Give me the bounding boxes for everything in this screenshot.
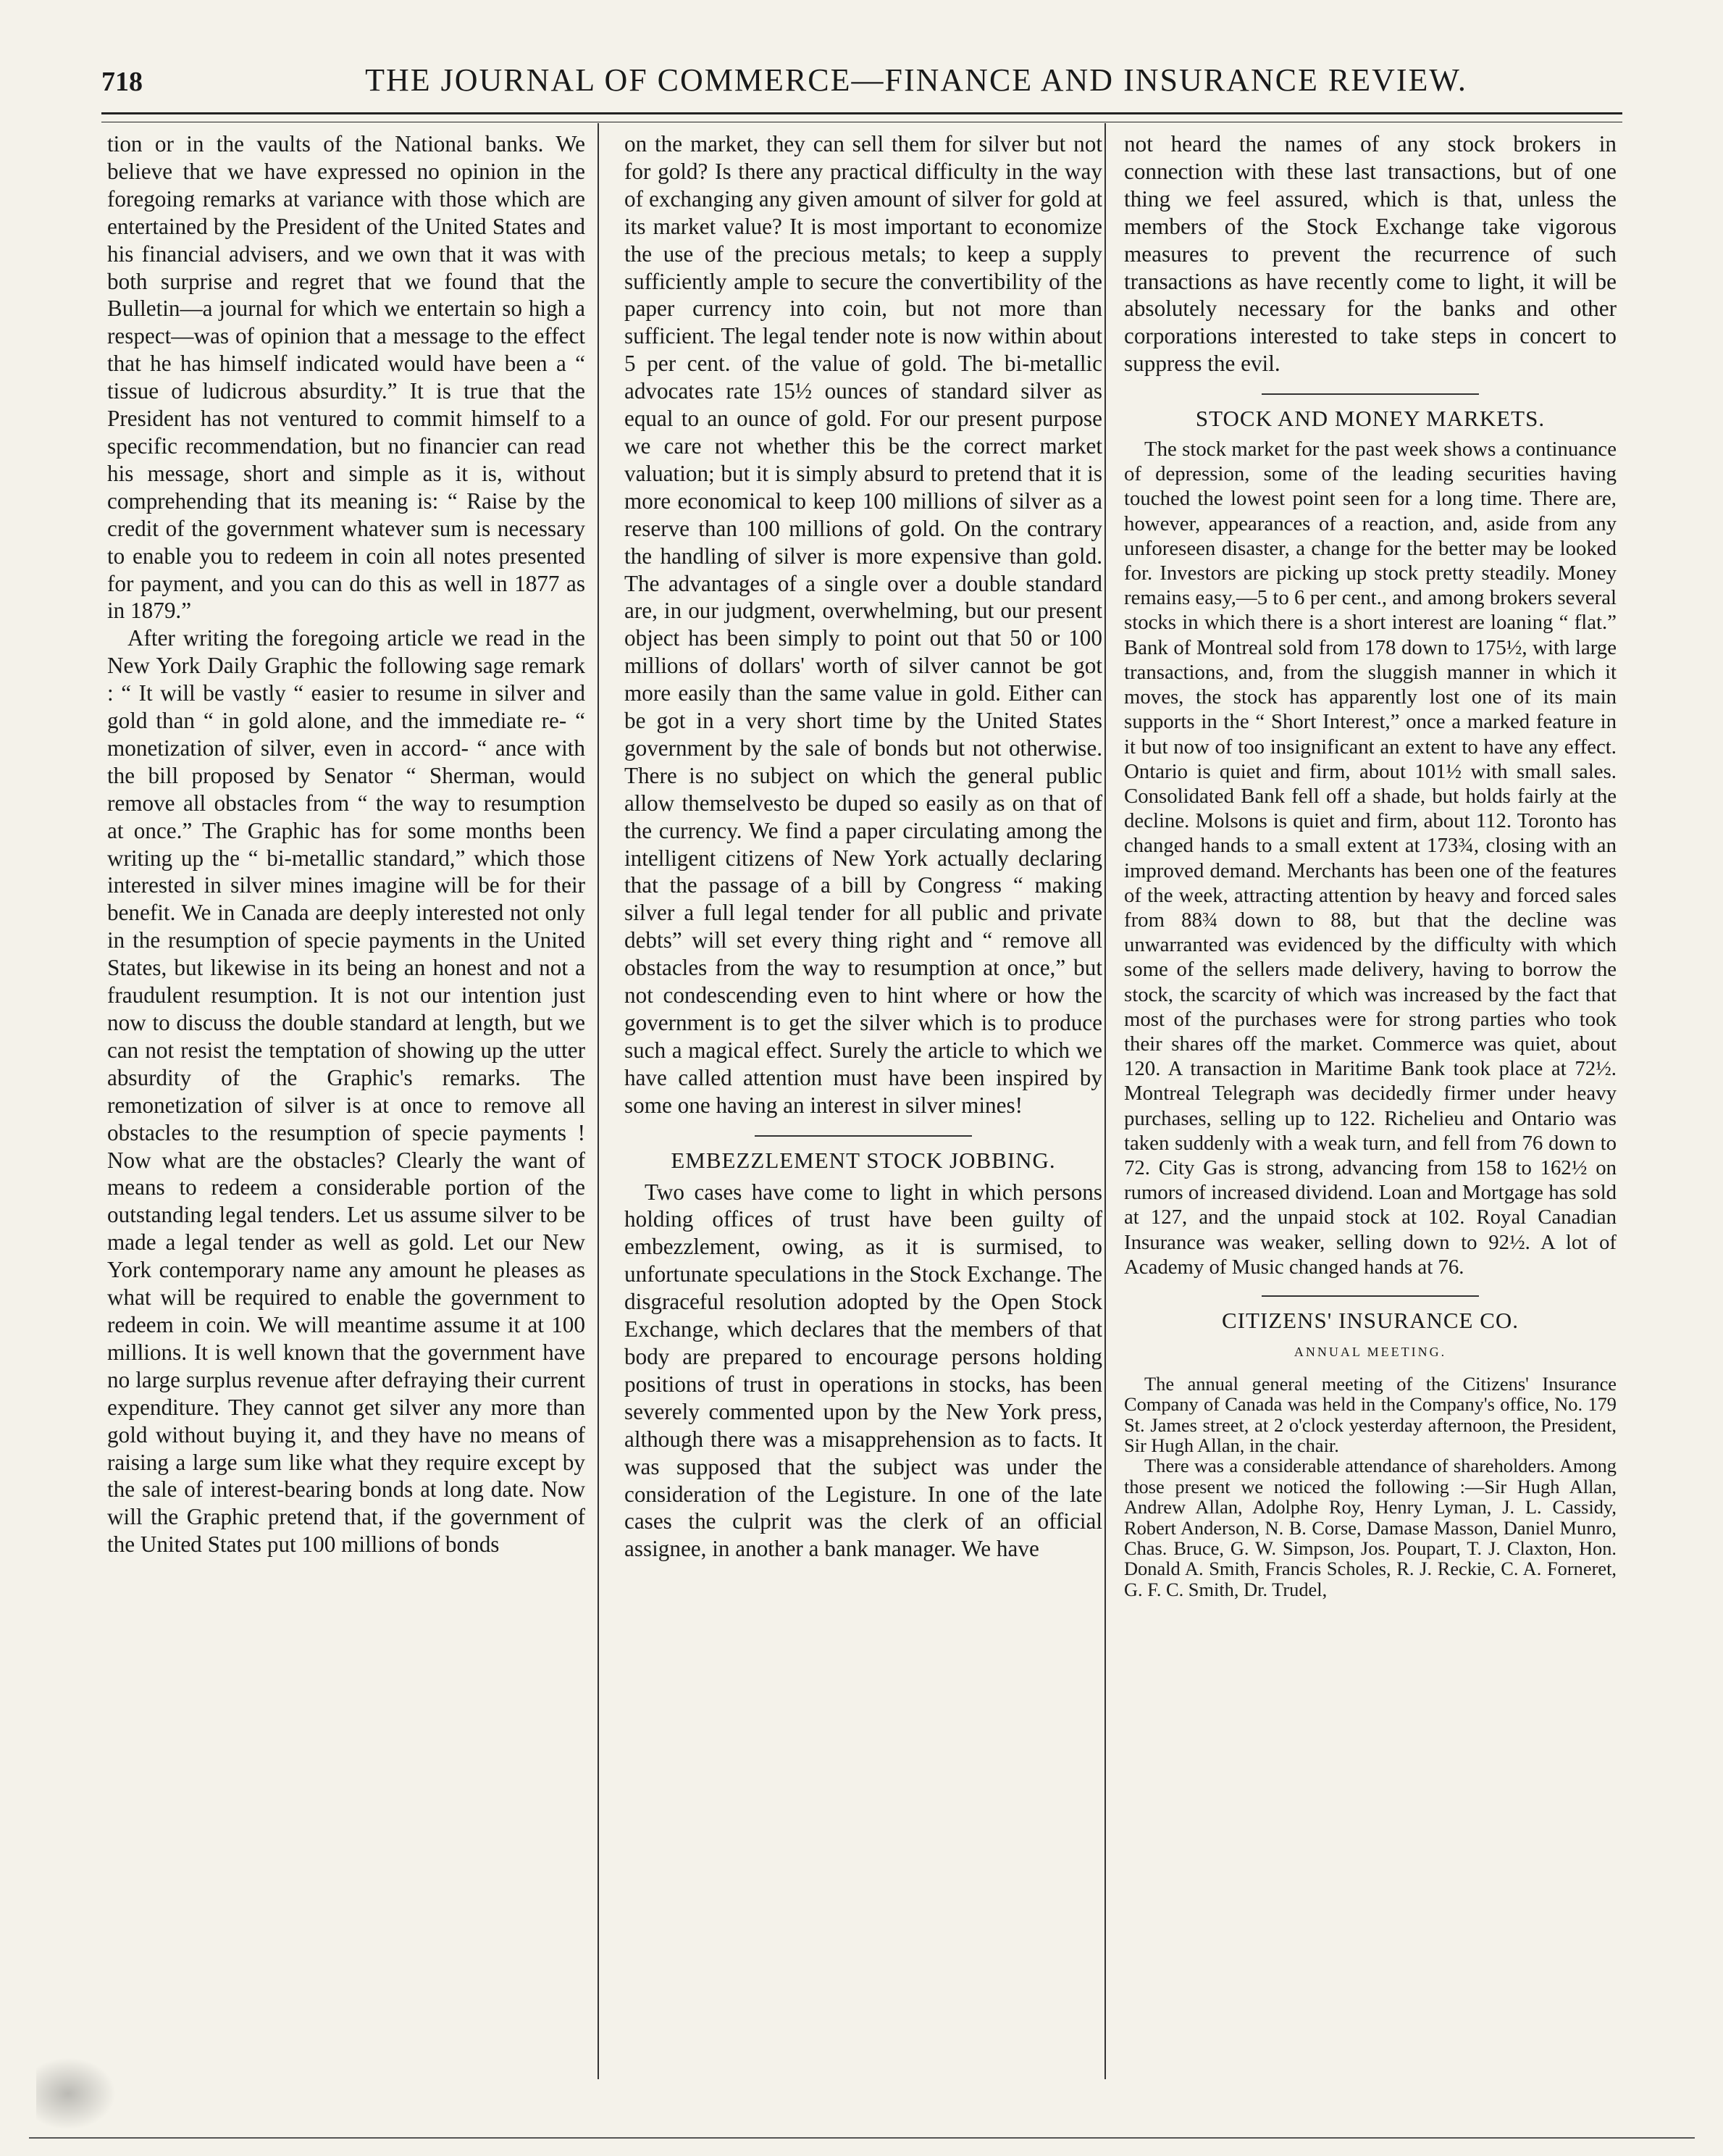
section-divider (755, 1135, 972, 1137)
section-heading-stock-markets: STOCK AND MONEY MARKETS. (1195, 406, 1546, 432)
paragraph: The annual general meeting of the Citizens' Insurance Company of Canada was held in the Company's office, No. 179 St. James street, at 2 o'clock yesterday afternoon, the President, Sir Hugh Allan, in the chair. (1124, 1372, 1617, 1456)
sub-heading-annual-meeting: ANNUAL MEETING. (1294, 1344, 1447, 1359)
page-number: 718 (101, 67, 143, 97)
scan-smudge (36, 2057, 116, 2130)
page-header (101, 62, 1622, 105)
paragraph: tion or in the vaults of the National banks. We believe that we have expressed no opinion in the foregoing remarks at variance with those which are entertained by the President of the United States and his financial advisers, and we own that it was with both surprise and regret that we found that the Bulletin—a journal for which we entertain so high a respect—was of opinion that a message to the effect that he has himself indicated would have been a “ tissue of ludicrous absurdity.” It is true that the President has not ventured to commit himself to a specific recommendation, but no financier can read his message, short and simple as it is, without comprehending that its meaning is: “ Raise by the credit of the government whatever sum is necessary to enable you to redeem in coin all notes presented for payment, and you can do this as well in 1877 as in 1879.” (107, 131, 585, 624)
column-left (107, 130, 585, 1558)
paragraph: After writing the foregoing article we read in the New York Daily Graphic the following sage remark : “ It will be vastly “ easier to resume in silver and gold than “ in gold alone, and the immediate re- “ monetization of silver, even in accord- “ ance with the bill proposed by Senator “ Sherman, would remove all obstacles from “ the way to resumption at once.” The Graphic has for some months been writing up the “ bi-metallic standard,” which those interested in silver mines imagine will be for their benefit. We in Canada are deeply interested not only in the resumption of specie payments in the United States, but likewise in its being an honest and not a fraudulent resumption. It is not our intention just now to discuss the double standard at length, but we can not resist the temptation of showing up the utter absurdity of the Graphic's remarks. The remonetization of silver is at once to remove all obstacles to the resumption of specie payments ! Now what are the obstacles? Clearly the want of means to redeem a considerable portion of the outstanding legal tenders. Let us assume silver to be made a legal tender as well as gold. Let our New York contemporary name any amount he pleases as what will be required to enable the government to redeem in coin. We will meantime assume it at 100 millions. It is well known that the government have no large surplus revenue after defraying their current expenditure. They cannot get silver any more than gold without buying it, and they have no means of raising a large sum like what they require except by the sale of interest-bearing bonds at long date. Now will the Graphic pretend that, if the government of the United States put 100 millions of bonds (107, 625, 585, 1558)
column-right (1124, 130, 1617, 1600)
masthead-title: THE JOURNAL OF COMMERCE—FINANCE AND INSURANCE REVIEW. (365, 62, 1467, 98)
section-heading-citizens-insurance: CITIZENS' INSURANCE CO. (1221, 1307, 1519, 1333)
section-divider (1262, 393, 1479, 395)
section-heading-embezzlement: EMBEZZLEMENT STOCK JOBBING. (671, 1147, 1056, 1173)
column-middle (624, 130, 1102, 1563)
paragraph: not heard the names of any stock brokers in connection with these last transactions, but of one thing we feel assured, which is that, unless the members of the Stock Exchange take vigorous measures to prevent the recurrence of such transactions as have recently come to light, it will be absolutely necessary for the banks and other corporations interested to take steps in concert to suppress the evil. (1124, 131, 1617, 377)
section-divider (1262, 1295, 1479, 1297)
page-bottom-edge (29, 2137, 1695, 2139)
paragraph: on the market, they can sell them for silver but not for gold? Is there any practical difficulty in the way of exchanging any given amount of silver for gold at its market value? It is most important to economize the use of the precious metals; to keep a supply sufficiently ample to secure the convertibility of the paper currency into coin, but not more than sufficient. The legal tender note is now within about 5 per cent. of the value of gold. The bi-metallic advocates rate 15½ ounces of standard silver as equal to an ounce of gold. For our present purpose we care not whether this be the correct market valuation; but it is simply absurd to pretend that it is more economical to keep 100 millions of silver as a reserve than 100 millions of gold. On the contrary the handling of silver is more expensive than gold. The advantages of a single over a double standard are, in our judgment, overwhelming, but our present object has been simply to point out that 50 or 100 millions of dollars' worth of silver cannot be got more easily than the same value in gold. Either can be got in a very short time by the United States government by the sale of bonds but not otherwise. There is no subject on which the general public allow themselvesto be duped so easily as on that of the currency. We find a paper circulating among the intelligent citizens of New York actually declaring that the passage of a bill by Congress “ making silver a full legal tender for all public and private debts” will set every thing right and “ remove all obstacles from the way to resumption at once,” but not condescending even to hint where or how the government is to get the silver which is to produce such a magical effect. Surely the article to which we have called attention must have been inspired by some one having an interest in silver mines! (624, 131, 1102, 1118)
paragraph: There was a considerable attendance of shareholders. Among those present we noticed the following :—Sir Hugh Allan, Andrew Allan, Adolphe Roy, Henry Lyman, J. L. Cassidy, Robert Anderson, N. B. Corse, Damase Masson, Daniel Munro, Chas. Bruce, G. W. Simpson, Jos. Poupart, T. J. Claxton, Hon. Donald A. Smith, Francis Scholes, R. J. Reckie, C. A. Forneret, G. F. C. Smith, Dr. Trudel, (1124, 1455, 1617, 1600)
header-double-rule (101, 112, 1622, 122)
paragraph: Two cases have come to light in which persons holding offices of trust have been guilty of embezzlement, owing, as it is surmised, to unfortunate speculations in the Stock Exchange. The disgraceful resolution adopted by the Open Stock Exchange, which declares that the members of that body are prepared to encourage persons holding positions of trust in operations in stocks, has been severely commented upon by the New York press, although there was a misapprehension as to facts. It was supposed that the subject was under the consideration of the Legisture. In one of the late cases the culprit was the clerk of an official assignee, in another a bank manager. We have (624, 1179, 1102, 1562)
column-divider (598, 123, 599, 2079)
column-divider (1104, 123, 1106, 2079)
paragraph: The stock market for the past week shows a continuance of depression, some of the leading securities having touched the lowest point seen for a long time. There are, however, appearances of a reaction, and, aside from any unforeseen disaster, a change for the better may be looked for. Investors are picking up stock pretty steadily. Money remains easy,—5 to 6 per cent., and among brokers several stocks in which there is a short interest are loaning “ flat.” Bank of Montreal sold from 178 down to 175½, with large transactions, and, from the sluggish manner in which it moves, the stock has apparently lost one of its main supports in the “ Short Interest,” once a marked feature in it but now of too insignificant an extent to have any effect. Ontario is quiet and firm, about 101½ with small sales. Consolidated Bank fell off a shade, but holds fairly at the decline. Molsons is quiet and firm, about 112. Toronto has changed hands to a small extent at 173¾, closing with an improved demand. Merchants has been one of the features of the week, attracting attention by heavy and forced sales from 88¾ down to 88, but that the decline was unwarranted was evidenced by the difficulty with which some of the sellers made delivery, having to borrow the stock, the scarcity of which was increased by the fact that most of the purchases were for strong parties who took their shares off the market. Commerce was quiet, about 120. A transaction in Maritime Bank took place at 72½. Montreal Telegraph was decidedly firmer under heavy purchases, selling up to 122. Richelieu and Ontario was taken suddenly with a weak turn, and fell from 76 down to 72. City Gas is strong, advancing from 158 to 162½ on rumors of increased dividend. Loan and Mortgage has sold at 127, and the unpaid stock at 102. Royal Canadian Insurance was weaker, selling down to 92½. A lot of Academy of Music changed hands at 76. (1124, 438, 1617, 1279)
